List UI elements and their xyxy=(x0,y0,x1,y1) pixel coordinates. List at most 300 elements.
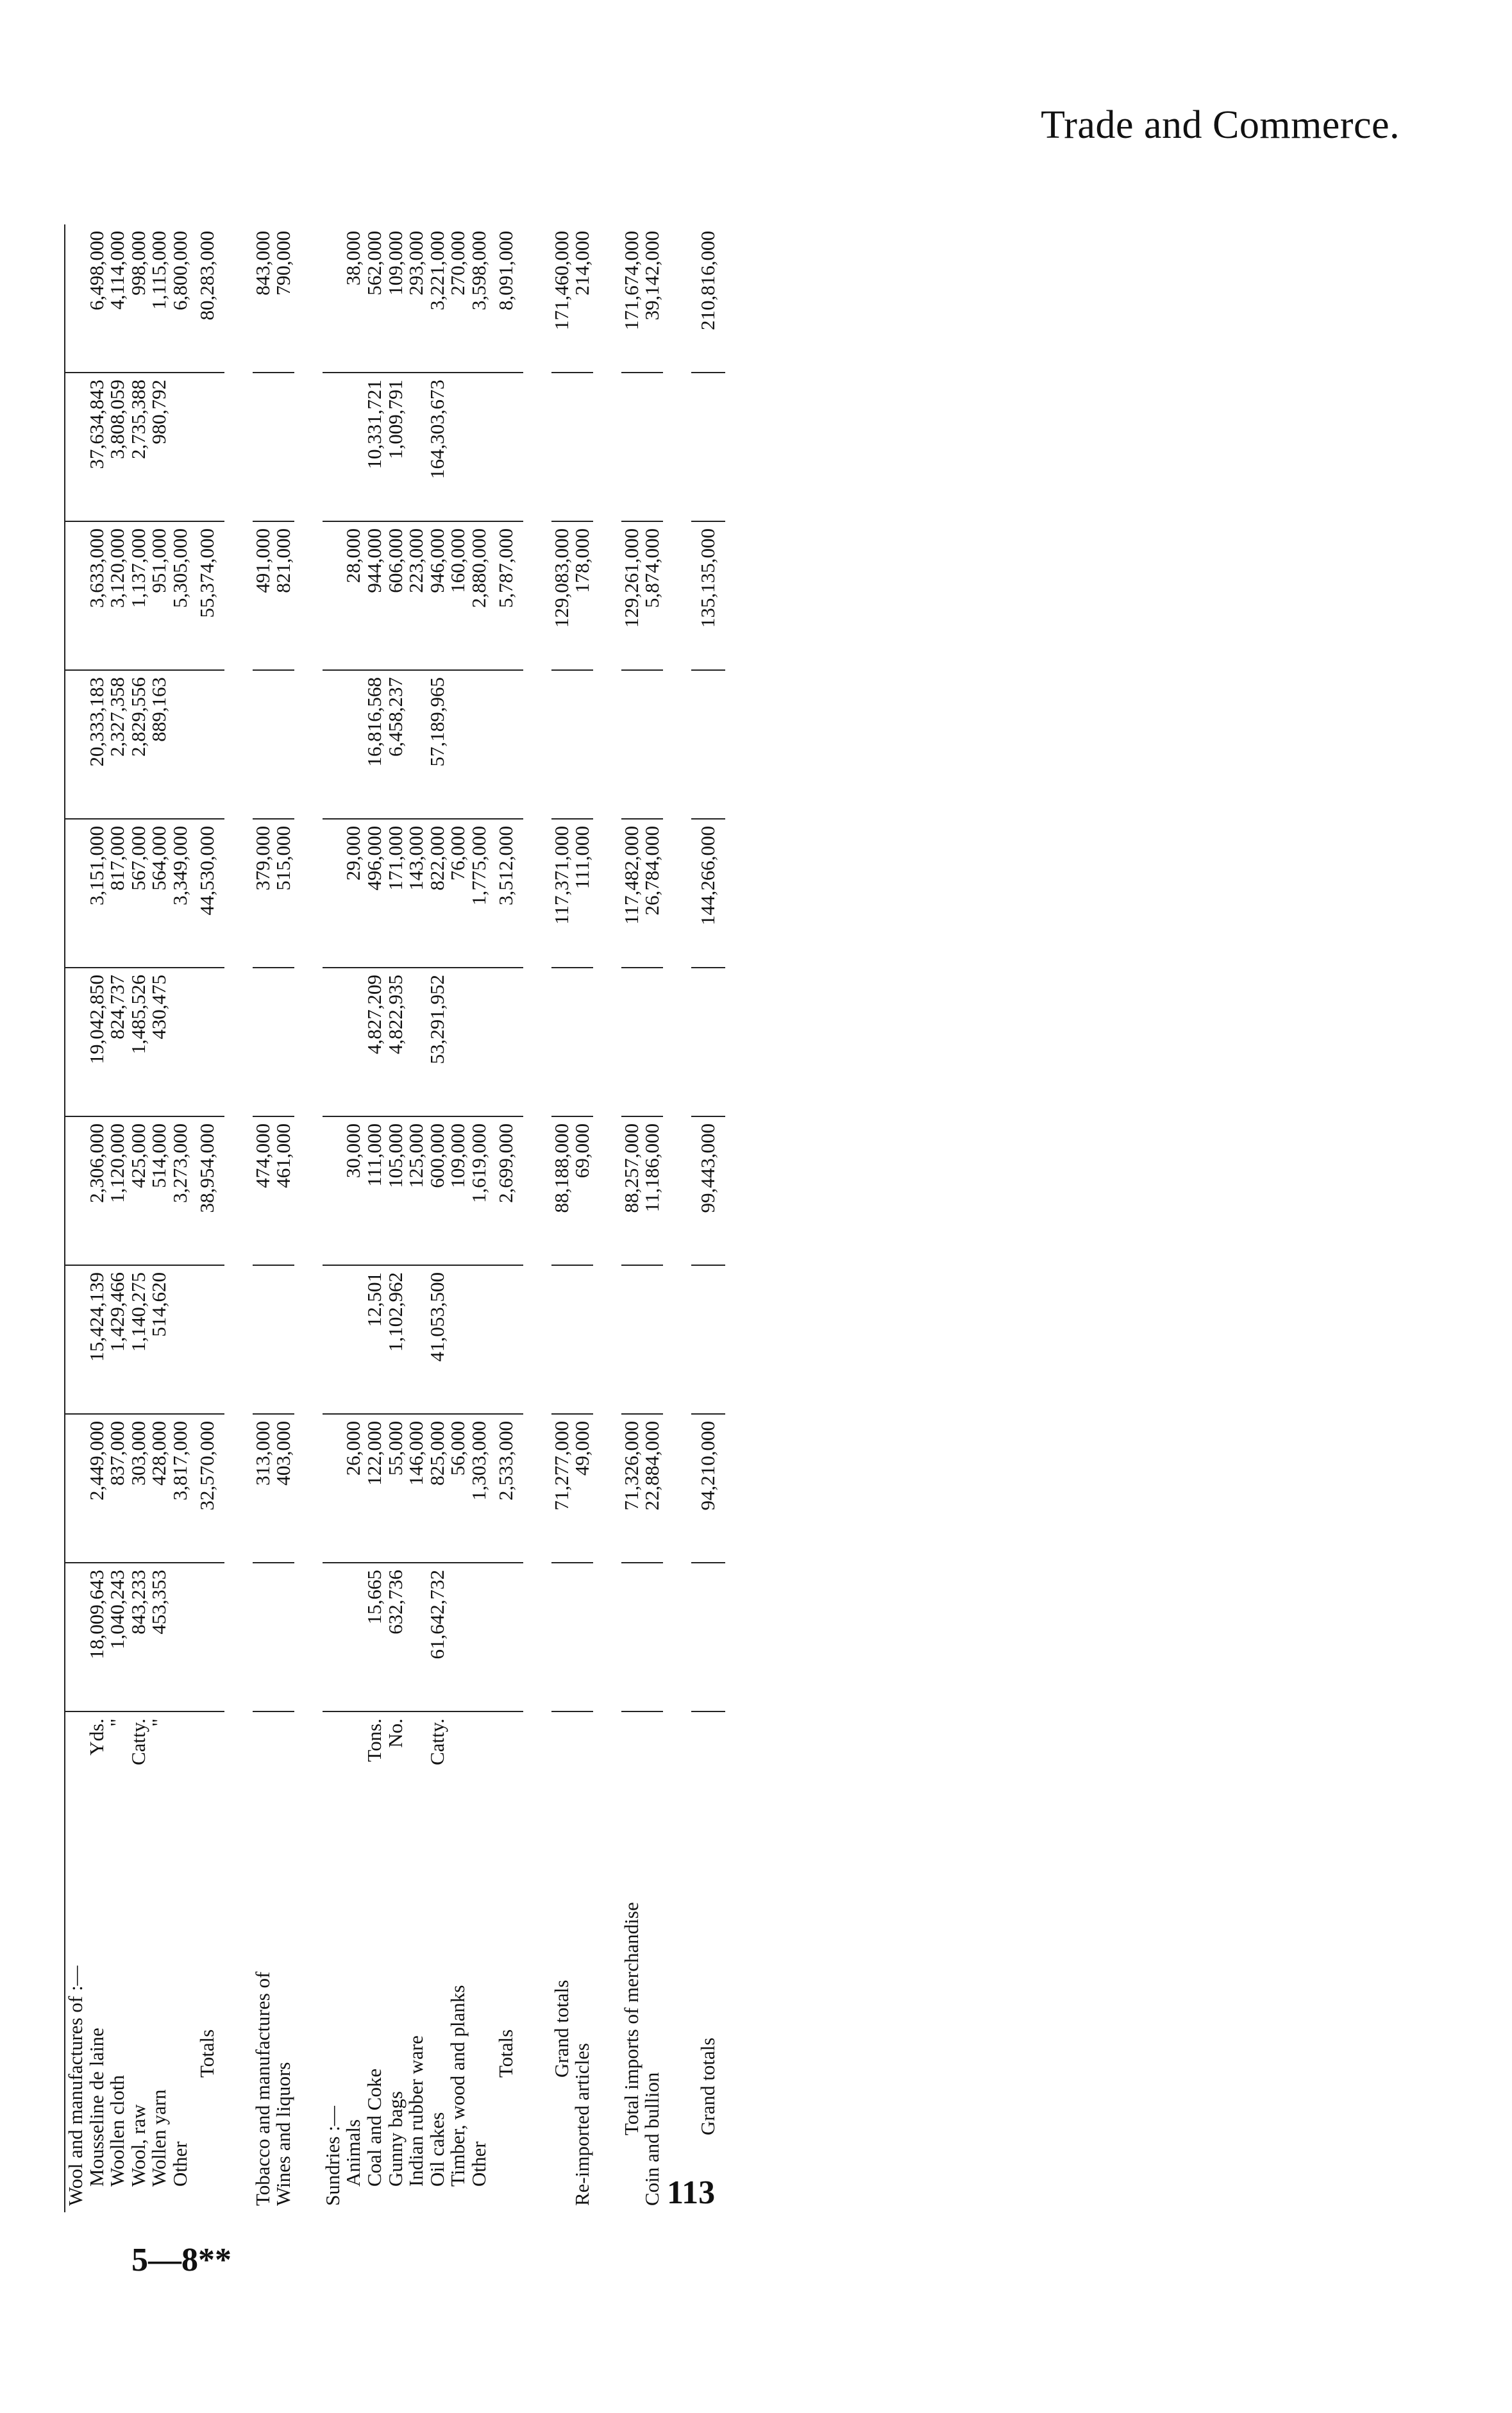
page-header-title: Trade and Commerce. xyxy=(1041,103,1400,147)
value-cell: 37,634,843 xyxy=(87,373,108,521)
row-unit: Catty. xyxy=(425,1719,448,1765)
value-cell xyxy=(323,1116,344,1265)
value-cell xyxy=(621,373,643,521)
value-cell: 2,533,000 xyxy=(489,1414,523,1563)
value-cell: 71,277,000 xyxy=(551,1414,573,1563)
value-cell xyxy=(65,521,87,670)
row-label-cell xyxy=(427,1711,448,2212)
value-cell: 80,283,000 xyxy=(190,224,224,373)
value-cell: 837,000 xyxy=(107,1414,128,1563)
row-label: Gunny bags xyxy=(383,2091,407,2187)
row-label-cell xyxy=(385,1711,407,2212)
value-cell: 53,291,952 xyxy=(427,968,448,1116)
value-cell: 76,000 xyxy=(448,819,469,968)
value-cell xyxy=(621,968,643,1116)
value-cell: 143,000 xyxy=(406,819,427,968)
table-row xyxy=(343,224,364,2212)
value-cell: 515,000 xyxy=(273,819,294,968)
row-label-cell xyxy=(469,1711,490,2212)
value-cell: 461,000 xyxy=(273,1116,294,1265)
value-cell xyxy=(170,1563,191,1711)
row-label: Grand totals xyxy=(696,2037,719,2135)
value-cell: 117,371,000 xyxy=(551,819,573,968)
value-cell xyxy=(323,224,344,373)
value-cell: 29,000 xyxy=(343,819,364,968)
reimported-row xyxy=(572,224,593,2212)
value-cell xyxy=(489,1265,523,1414)
row-unit: Yds. xyxy=(85,1719,108,1756)
value-cell xyxy=(642,1563,663,1711)
value-cell: 946,000 xyxy=(427,521,448,670)
value-cell: 6,458,237 xyxy=(385,670,407,819)
value-cell xyxy=(170,670,191,819)
value-cell: 135,135,000 xyxy=(691,521,725,670)
value-cell xyxy=(170,1265,191,1414)
value-cell: 1,137,000 xyxy=(128,521,149,670)
value-cell: 88,257,000 xyxy=(621,1116,643,1265)
value-cell xyxy=(406,968,427,1116)
value-cell: 4,114,000 xyxy=(107,224,128,373)
row-label: Timber, wood and planks xyxy=(446,1985,469,2187)
row-label: Animals xyxy=(342,2119,365,2187)
value-cell: 453,353 xyxy=(149,1563,170,1711)
value-cell xyxy=(572,968,593,1116)
row-label: Mousseline de laine xyxy=(85,2028,108,2187)
value-cell xyxy=(190,1265,224,1414)
value-cell xyxy=(65,670,87,819)
value-cell xyxy=(406,373,427,521)
value-cell xyxy=(65,1414,87,1563)
value-cell: 1,429,466 xyxy=(107,1265,128,1414)
row-unit: " xyxy=(147,1719,171,1727)
row-label: Tobacco and manufactures of xyxy=(251,1971,274,2206)
value-cell xyxy=(65,224,87,373)
value-cell xyxy=(170,968,191,1116)
value-cell: 3,808,059 xyxy=(107,373,128,521)
value-cell: 214,000 xyxy=(572,224,593,373)
value-cell: 6,800,000 xyxy=(170,224,191,373)
value-cell: 15,424,139 xyxy=(87,1265,108,1414)
value-cell xyxy=(253,1265,274,1414)
table-row xyxy=(273,224,294,2212)
table-row xyxy=(448,224,469,2212)
value-cell xyxy=(253,373,274,521)
row-label: Totals xyxy=(494,2029,517,2078)
row-label-cell xyxy=(364,1711,385,2212)
value-cell: 293,000 xyxy=(406,224,427,373)
value-cell xyxy=(489,373,523,521)
value-cell xyxy=(323,373,344,521)
value-cell xyxy=(621,1563,643,1711)
value-cell xyxy=(323,819,344,968)
value-cell: 496,000 xyxy=(364,819,385,968)
row-label: Oil cakes xyxy=(425,2112,448,2187)
value-cell: 270,000 xyxy=(448,224,469,373)
value-cell xyxy=(448,373,469,521)
value-cell xyxy=(489,670,523,819)
value-cell: 3,273,000 xyxy=(170,1116,191,1265)
row-label-cell xyxy=(323,1711,344,2212)
table-row xyxy=(170,224,191,2212)
value-cell: 146,000 xyxy=(406,1414,427,1563)
table-row xyxy=(406,224,427,2212)
section-heading xyxy=(65,224,87,2212)
value-cell: 3,349,000 xyxy=(170,819,191,968)
table-row xyxy=(469,224,490,2212)
value-cell xyxy=(190,968,224,1116)
value-cell: 889,163 xyxy=(149,670,170,819)
totals-row xyxy=(190,224,224,2212)
value-cell xyxy=(551,373,573,521)
value-cell xyxy=(691,670,725,819)
value-cell: 117,482,000 xyxy=(621,819,643,968)
row-label-cell xyxy=(253,1711,274,2212)
value-cell: 3,221,000 xyxy=(427,224,448,373)
value-cell xyxy=(343,968,364,1116)
imports-table-body xyxy=(65,224,725,2212)
row-label-cell xyxy=(170,1711,191,2212)
value-cell xyxy=(448,968,469,1116)
value-cell xyxy=(448,1265,469,1414)
value-cell: 6,498,000 xyxy=(87,224,108,373)
value-cell: 1,485,526 xyxy=(128,968,149,1116)
value-cell xyxy=(323,968,344,1116)
signature-mark: 5—8** xyxy=(131,2242,231,2278)
value-cell xyxy=(343,1563,364,1711)
value-cell xyxy=(190,670,224,819)
value-cell xyxy=(323,521,344,670)
table-row xyxy=(149,224,170,2212)
value-cell xyxy=(190,1563,224,1711)
row-label-cell xyxy=(406,1711,427,2212)
value-cell xyxy=(406,670,427,819)
value-cell xyxy=(642,1265,663,1414)
row-label: Indian rubber ware xyxy=(405,2035,428,2187)
row-label-cell xyxy=(691,1711,725,2212)
value-cell xyxy=(343,670,364,819)
value-cell xyxy=(448,670,469,819)
row-label: Other xyxy=(168,2141,191,2187)
imports-table-container xyxy=(64,224,834,2212)
value-cell: 57,189,965 xyxy=(427,670,448,819)
row-label: Wollen yarn xyxy=(147,2089,171,2187)
row-label-cell xyxy=(551,1711,573,2212)
value-cell xyxy=(691,1563,725,1711)
value-cell: 30,000 xyxy=(343,1116,364,1265)
value-cell: 474,000 xyxy=(253,1116,274,1265)
value-cell xyxy=(406,1563,427,1711)
value-cell: 1,303,000 xyxy=(469,1414,490,1563)
value-cell: 171,000 xyxy=(385,819,407,968)
value-cell: 1,040,243 xyxy=(107,1563,128,1711)
row-label-cell xyxy=(448,1711,469,2212)
final-grand-totals-row xyxy=(691,224,725,2212)
value-cell xyxy=(65,968,87,1116)
table-row xyxy=(253,224,274,2212)
value-cell: 425,000 xyxy=(128,1116,149,1265)
value-cell: 2,829,556 xyxy=(128,670,149,819)
value-cell: 3,151,000 xyxy=(87,819,108,968)
row-label: Coin and bullion xyxy=(641,2072,664,2206)
value-cell: 171,460,000 xyxy=(551,224,573,373)
value-cell: 12,501 xyxy=(364,1265,385,1414)
value-cell xyxy=(572,670,593,819)
value-cell: 18,009,643 xyxy=(87,1563,108,1711)
value-cell: 49,000 xyxy=(572,1414,593,1563)
row-label-cell xyxy=(87,1711,108,2212)
value-cell: 164,303,673 xyxy=(427,373,448,521)
value-cell: 3,512,000 xyxy=(489,819,523,968)
value-cell: 822,000 xyxy=(427,819,448,968)
value-cell xyxy=(551,1563,573,1711)
table-row xyxy=(427,224,448,2212)
value-cell xyxy=(273,1563,294,1711)
value-cell: 3,633,000 xyxy=(87,521,108,670)
row-label: Total imports of merchandise xyxy=(619,1902,643,2135)
value-cell: 843,000 xyxy=(253,224,274,373)
value-cell: 4,822,935 xyxy=(385,968,407,1116)
value-cell: 1,102,962 xyxy=(385,1265,407,1414)
row-label-cell xyxy=(128,1711,149,2212)
value-cell: 5,305,000 xyxy=(170,521,191,670)
row-label-cell xyxy=(489,1711,523,2212)
row-label-cell xyxy=(149,1711,170,2212)
row-unit: Catty. xyxy=(126,1719,149,1765)
value-cell: 178,000 xyxy=(572,521,593,670)
value-cell: 122,000 xyxy=(364,1414,385,1563)
value-cell: 171,674,000 xyxy=(621,224,643,373)
row-label-cell xyxy=(107,1711,128,2212)
value-cell xyxy=(273,968,294,1116)
value-cell xyxy=(323,670,344,819)
row-label: Wool, raw xyxy=(126,2104,149,2187)
value-cell: 144,266,000 xyxy=(691,819,725,968)
value-cell: 39,142,000 xyxy=(642,224,663,373)
value-cell: 8,091,000 xyxy=(489,224,523,373)
value-cell xyxy=(406,1265,427,1414)
row-label-cell xyxy=(190,1711,224,2212)
row-label-cell xyxy=(621,1711,643,2212)
value-cell: 19,042,850 xyxy=(87,968,108,1116)
value-cell: 10,331,721 xyxy=(364,373,385,521)
table-row xyxy=(87,224,108,2212)
value-cell: 428,000 xyxy=(149,1414,170,1563)
row-unit: No. xyxy=(383,1719,407,1748)
row-label-cell xyxy=(65,1711,87,2212)
value-cell xyxy=(572,373,593,521)
value-cell xyxy=(323,1563,344,1711)
section-spacer xyxy=(523,224,551,2212)
value-cell: 11,186,000 xyxy=(642,1116,663,1265)
row-label: Sundries :— xyxy=(321,2106,344,2206)
value-cell xyxy=(691,968,725,1116)
value-cell xyxy=(65,1563,87,1711)
row-label: Other xyxy=(467,2141,490,2187)
value-cell xyxy=(253,968,274,1116)
value-cell: 2,880,000 xyxy=(469,521,490,670)
value-cell: 111,000 xyxy=(572,819,593,968)
value-cell xyxy=(273,1265,294,1414)
value-cell: 111,000 xyxy=(364,1116,385,1265)
value-cell: 105,000 xyxy=(385,1116,407,1265)
value-cell: 38,000 xyxy=(343,224,364,373)
row-label-cell xyxy=(642,1711,663,2212)
value-cell: 99,443,000 xyxy=(691,1116,725,1265)
value-cell: 1,619,000 xyxy=(469,1116,490,1265)
value-cell: 980,792 xyxy=(149,373,170,521)
value-cell: 1,009,791 xyxy=(385,373,407,521)
value-cell: 125,000 xyxy=(406,1116,427,1265)
value-cell: 2,306,000 xyxy=(87,1116,108,1265)
value-cell xyxy=(323,1414,344,1563)
value-cell: 567,000 xyxy=(128,819,149,968)
value-cell: 951,000 xyxy=(149,521,170,670)
value-cell: 2,449,000 xyxy=(87,1414,108,1563)
coin-bullion-row xyxy=(642,224,663,2212)
row-label-cell xyxy=(273,1711,294,2212)
row-label: Wool and manufactures of :— xyxy=(64,1965,87,2206)
value-cell: 998,000 xyxy=(128,224,149,373)
value-cell xyxy=(253,1563,274,1711)
value-cell xyxy=(190,373,224,521)
value-cell: 109,000 xyxy=(385,224,407,373)
value-cell xyxy=(469,670,490,819)
value-cell: 26,784,000 xyxy=(642,819,663,968)
value-cell: 44,530,000 xyxy=(190,819,224,968)
imports-table xyxy=(64,224,725,2212)
value-cell: 379,000 xyxy=(253,819,274,968)
section-spacer xyxy=(593,224,621,2212)
value-cell: 600,000 xyxy=(427,1116,448,1265)
value-cell: 821,000 xyxy=(273,521,294,670)
value-cell: 55,374,000 xyxy=(190,521,224,670)
value-cell: 3,598,000 xyxy=(469,224,490,373)
grand-totals-row xyxy=(551,224,573,2212)
value-cell xyxy=(572,1563,593,1711)
value-cell: 109,000 xyxy=(448,1116,469,1265)
value-cell xyxy=(469,968,490,1116)
section-spacer xyxy=(663,224,691,2212)
value-cell xyxy=(621,670,643,819)
value-cell xyxy=(469,373,490,521)
value-cell xyxy=(469,1563,490,1711)
value-cell: 606,000 xyxy=(385,521,407,670)
value-cell xyxy=(621,1265,643,1414)
value-cell: 210,816,000 xyxy=(691,224,725,373)
value-cell: 303,000 xyxy=(128,1414,149,1563)
value-cell xyxy=(551,968,573,1116)
row-label: Totals xyxy=(196,2029,219,2078)
row-label: Re-imported articles xyxy=(571,2043,594,2206)
value-cell: 3,120,000 xyxy=(107,521,128,670)
value-cell xyxy=(572,1265,593,1414)
value-cell xyxy=(489,1563,523,1711)
value-cell xyxy=(273,373,294,521)
value-cell: 55,000 xyxy=(385,1414,407,1563)
value-cell xyxy=(469,1265,490,1414)
row-unit: " xyxy=(106,1719,129,1727)
value-cell: 61,642,732 xyxy=(427,1563,448,1711)
total-merchandise-row xyxy=(621,224,643,2212)
value-cell xyxy=(642,968,663,1116)
page-number: 113 xyxy=(667,2174,716,2211)
section-spacer xyxy=(224,224,253,2212)
value-cell: 817,000 xyxy=(107,819,128,968)
value-cell: 944,000 xyxy=(364,521,385,670)
value-cell xyxy=(691,373,725,521)
value-cell xyxy=(65,1265,87,1414)
value-cell: 20,333,183 xyxy=(87,670,108,819)
table-row xyxy=(128,224,149,2212)
value-cell xyxy=(642,670,663,819)
value-cell: 3,817,000 xyxy=(170,1414,191,1563)
value-cell: 2,699,000 xyxy=(489,1116,523,1265)
value-cell: 1,115,000 xyxy=(149,224,170,373)
value-cell: 843,233 xyxy=(128,1563,149,1711)
row-label: Woollen cloth xyxy=(106,2075,129,2187)
value-cell: 514,000 xyxy=(149,1116,170,1265)
value-cell: 2,735,388 xyxy=(128,373,149,521)
section-spacer xyxy=(294,224,323,2212)
value-cell: 825,000 xyxy=(427,1414,448,1563)
value-cell xyxy=(65,819,87,968)
value-cell: 56,000 xyxy=(448,1414,469,1563)
value-cell xyxy=(642,373,663,521)
value-cell: 564,000 xyxy=(149,819,170,968)
value-cell: 4,827,209 xyxy=(364,968,385,1116)
value-cell: 41,053,500 xyxy=(427,1265,448,1414)
value-cell: 562,000 xyxy=(364,224,385,373)
value-cell: 129,261,000 xyxy=(621,521,643,670)
value-cell xyxy=(343,373,364,521)
value-cell: 5,787,000 xyxy=(489,521,523,670)
value-cell: 94,210,000 xyxy=(691,1414,725,1563)
row-label-cell xyxy=(343,1711,364,2212)
value-cell: 32,570,000 xyxy=(190,1414,224,1563)
totals-row xyxy=(489,224,523,2212)
value-cell: 514,620 xyxy=(149,1265,170,1414)
table-row xyxy=(107,224,128,2212)
value-cell: 824,737 xyxy=(107,968,128,1116)
row-label: Wines and liquors xyxy=(272,2062,295,2206)
table-row xyxy=(385,224,407,2212)
value-cell: 160,000 xyxy=(448,521,469,670)
row-label-cell xyxy=(572,1711,593,2212)
value-cell: 313,000 xyxy=(253,1414,274,1563)
value-cell: 1,140,275 xyxy=(128,1265,149,1414)
value-cell: 223,000 xyxy=(406,521,427,670)
value-cell: 129,083,000 xyxy=(551,521,573,670)
value-cell: 790,000 xyxy=(273,224,294,373)
table-row xyxy=(364,224,385,2212)
section-heading xyxy=(323,224,344,2212)
row-label: Grand totals xyxy=(550,1980,573,2078)
value-cell: 38,954,000 xyxy=(190,1116,224,1265)
value-cell: 2,327,358 xyxy=(107,670,128,819)
value-cell: 28,000 xyxy=(343,521,364,670)
value-cell: 71,326,000 xyxy=(621,1414,643,1563)
value-cell xyxy=(551,670,573,819)
value-cell xyxy=(253,670,274,819)
value-cell: 26,000 xyxy=(343,1414,364,1563)
value-cell xyxy=(551,1265,573,1414)
value-cell: 69,000 xyxy=(572,1116,593,1265)
value-cell: 16,816,568 xyxy=(364,670,385,819)
row-label: Coal and Coke xyxy=(363,2068,386,2187)
value-cell xyxy=(65,1116,87,1265)
value-cell: 1,775,000 xyxy=(469,819,490,968)
value-cell: 88,188,000 xyxy=(551,1116,573,1265)
